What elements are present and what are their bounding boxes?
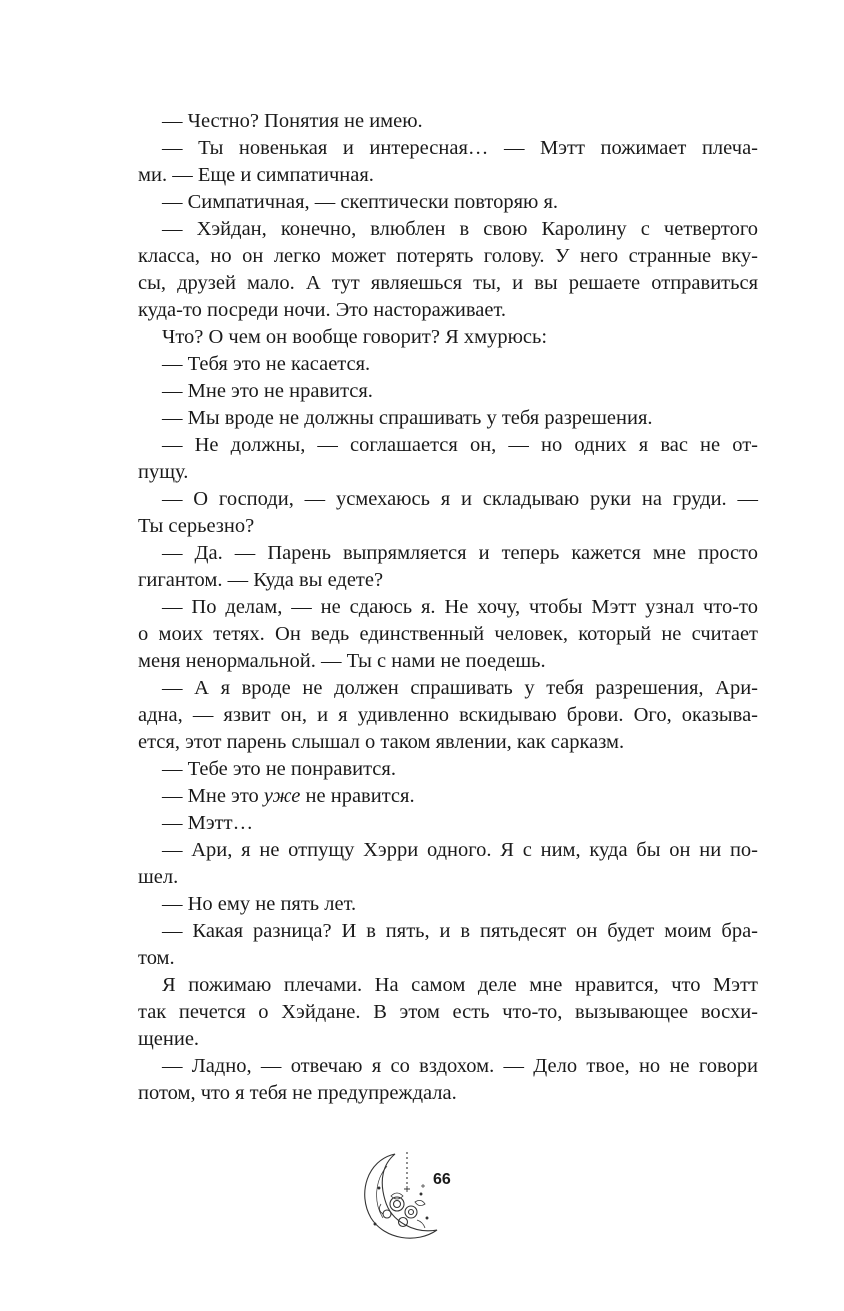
text-line-11: — Мне это не нравится. bbox=[162, 380, 373, 402]
text-line-5: — Хэйдан, конечно, влюблен в свою Каролину с четвертого bbox=[162, 218, 758, 240]
text-line-37: потом, что я тебя не предупреждала. bbox=[138, 1082, 457, 1104]
emphasis-word: уже bbox=[263, 785, 301, 807]
text-line-35: щение. bbox=[138, 1028, 200, 1050]
text-line-25: — Тебе это не понравится. bbox=[162, 758, 396, 780]
text-line-13: — Не должны, — соглашается он, — но одних я вас не от- bbox=[162, 434, 758, 456]
text-line-17: — Да. — Парень выпрямляется и теперь кажется мне просто bbox=[162, 542, 758, 564]
text-line-28: — Ари, я не отпущу Хэрри одного. Я с ним, куда бы он ни по- bbox=[162, 839, 758, 861]
text-line-26-before: — Мне это bbox=[162, 785, 264, 807]
page-number: 66 bbox=[433, 1171, 451, 1188]
text-line-24: ется, этот парень слышал о таком явлении, как сарказм. bbox=[138, 731, 625, 753]
text-line-19: — По делам, — не сдаюсь я. Не хочу, чтобы Мэтт узнал что-то bbox=[162, 596, 758, 618]
book-page-text bbox=[138, 108, 758, 1107]
text-line-27: — Мэтт… bbox=[162, 812, 254, 834]
text-line-8: куда-то посреди ночи. Это настораживает. bbox=[138, 299, 507, 321]
text-line-12: — Мы вроде не должны спрашивать у тебя разрешения. bbox=[162, 407, 653, 429]
text-line-2: — Ты новенькая и интересная… — Мэтт пожимает плеча- bbox=[162, 137, 758, 159]
text-line-9: Что? О чем он вообще говорит? Я хмурюсь: bbox=[162, 326, 548, 348]
text-line-10: — Тебя это не касается. bbox=[162, 353, 371, 375]
text-line-15: — О господи, — усмехаюсь я и складываю руки на груди. — bbox=[162, 488, 758, 510]
text-line-4: — Симпатичная, — скептически повторяю я. bbox=[162, 191, 559, 213]
text-line-31: — Какая разница? И в пять, и в пятьдесят он будет моим бра- bbox=[162, 920, 758, 942]
text-line-32: том. bbox=[138, 947, 175, 969]
text-line-1: — Честно? Понятия не имею. bbox=[162, 110, 423, 132]
crescent-moon-floral-icon bbox=[357, 1148, 477, 1248]
text-line-20: о моих тетях. Он ведь единственный человек, который не считает bbox=[138, 623, 758, 645]
text-line-22: — А я вроде не должен спрашивать у тебя разрешения, Ари- bbox=[162, 677, 758, 699]
text-line-14: пущу. bbox=[138, 461, 189, 483]
text-line-6: класса, но он легко может потерять голову. У него странные вку- bbox=[138, 245, 758, 267]
text-line-26-after: не нравится. bbox=[300, 785, 415, 807]
text-line-23: адна, — язвит он, и я удивленно вскидываю брови. Ого, оказыва- bbox=[138, 704, 758, 726]
text-line-30: — Но ему не пять лет. bbox=[162, 893, 357, 915]
text-line-21: меня ненормальной. — Ты с нами не поедешь. bbox=[138, 650, 546, 672]
text-line-16: Ты серьезно? bbox=[138, 515, 255, 537]
page-footer-ornament bbox=[357, 1148, 477, 1248]
text-line-26 bbox=[138, 783, 758, 810]
text-line-36: — Ладно, — отвечаю я со вздохом. — Дело твое, но не говори bbox=[162, 1055, 758, 1077]
text-line-34: так печется о Хэйдане. В этом есть что-то, вызывающее восхи- bbox=[138, 1001, 758, 1023]
text-line-29: шел. bbox=[138, 866, 179, 888]
text-line-33: Я пожимаю плечами. На самом деле мне нравится, что Мэтт bbox=[162, 974, 758, 996]
text-line-7: сы, друзей мало. А тут являешься ты, и вы решаете отправиться bbox=[138, 272, 758, 294]
text-line-18: гигантом. — Куда вы едете? bbox=[138, 569, 384, 591]
text-line-3: ми. — Еще и симпатичная. bbox=[138, 164, 374, 186]
